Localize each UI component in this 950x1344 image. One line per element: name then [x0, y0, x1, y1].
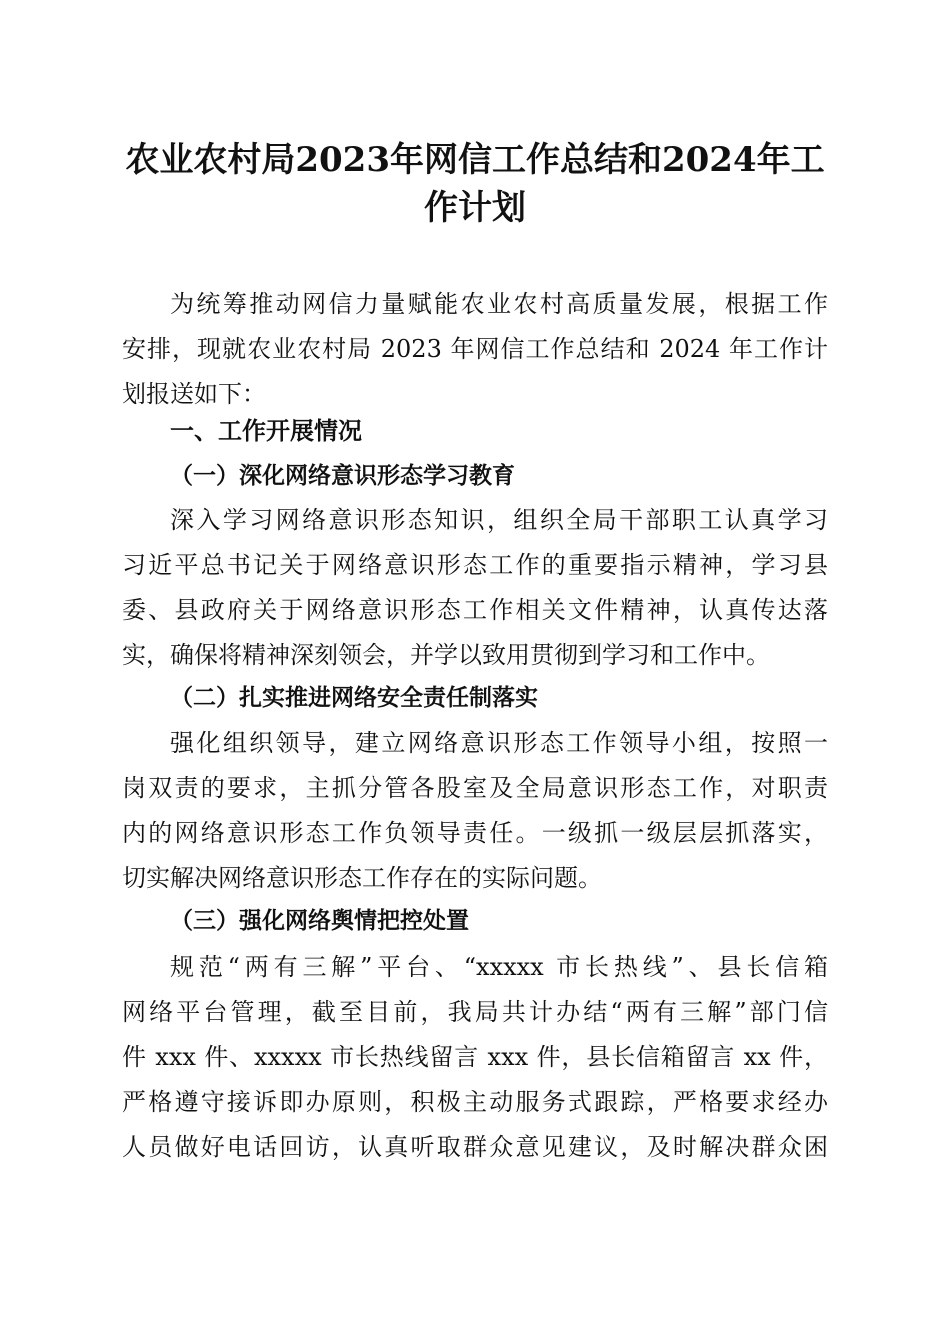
subsection-2-line-3: 内的网络意识形态工作负领导责任。一级抓一级层层抓落实，: [122, 819, 828, 847]
subsection-3-paragraph: [122, 945, 828, 1170]
subsection-3-line-1: 规范“两有三解”平台、“xxxxx 市长热线”、县长信箱: [170, 953, 828, 981]
intro-line-1: 为统筹推动网信力量赋能农业农村高质量发展，根据工作: [170, 290, 828, 318]
subsection-1-paragraph: [122, 498, 828, 678]
section-heading-1: 一、工作开展情况: [170, 417, 362, 445]
document-title: [112, 136, 838, 232]
subsection-1-line-4: 实，确保将精神深刻领会，并学以致用贯彻到学习和工作中。: [122, 641, 770, 669]
subsection-heading-1: （一）深化网络意识形态学习教育: [170, 462, 515, 489]
intro-line-2: 安排，现就农业农村局 2023 年网信工作总结和 2024 年工作计: [122, 335, 828, 363]
subsection-3-line-5: 人员做好电话回访，认真听取群众意见建议，及时解决群众困: [122, 1133, 828, 1161]
subsection-3-line-2: 网络平台管理，截至目前，我局共计办结“两有三解”部门信: [122, 998, 828, 1026]
title-line-2: 作计划: [424, 188, 526, 228]
subsection-3-line-4: 严格遵守接诉即办原则，积极主动服务式跟踪，严格要求经办: [122, 1088, 828, 1116]
subsection-2-line-4: 切实解决网络意识形态工作存在的实际问题。: [122, 864, 602, 892]
subsection-3-line-3: 件 xxx 件、xxxxx 市长热线留言 xxx 件，县长信箱留言 xx 件，: [122, 1043, 828, 1071]
intro-line-3: 划报送如下：: [122, 380, 266, 408]
subsection-heading-3: （三）强化网络舆情把控处置: [170, 907, 469, 934]
subsection-2-line-2: 岗双责的要求，主抓分管各股室及全局意识形态工作，对职责: [122, 774, 828, 802]
intro-paragraph: [122, 282, 828, 417]
subsection-heading-2: （二）扎实推进网络安全责任制落实: [170, 684, 538, 711]
subsection-2-paragraph: [122, 721, 828, 901]
subsection-1-line-3: 委、县政府关于网络意识形态工作相关文件精神，认真传达落: [122, 596, 828, 624]
title-line-1: 农业农村局2023年网信工作总结和2024年工: [125, 140, 825, 180]
subsection-2-line-1: 强化组织领导，建立网络意识形态工作领导小组，按照一: [170, 729, 828, 757]
subsection-1-line-1: 深入学习网络意识形态知识，组织全局干部职工认真学习: [170, 506, 828, 534]
subsection-1-line-2: 习近平总书记关于网络意识形态工作的重要指示精神，学习县: [122, 551, 828, 579]
